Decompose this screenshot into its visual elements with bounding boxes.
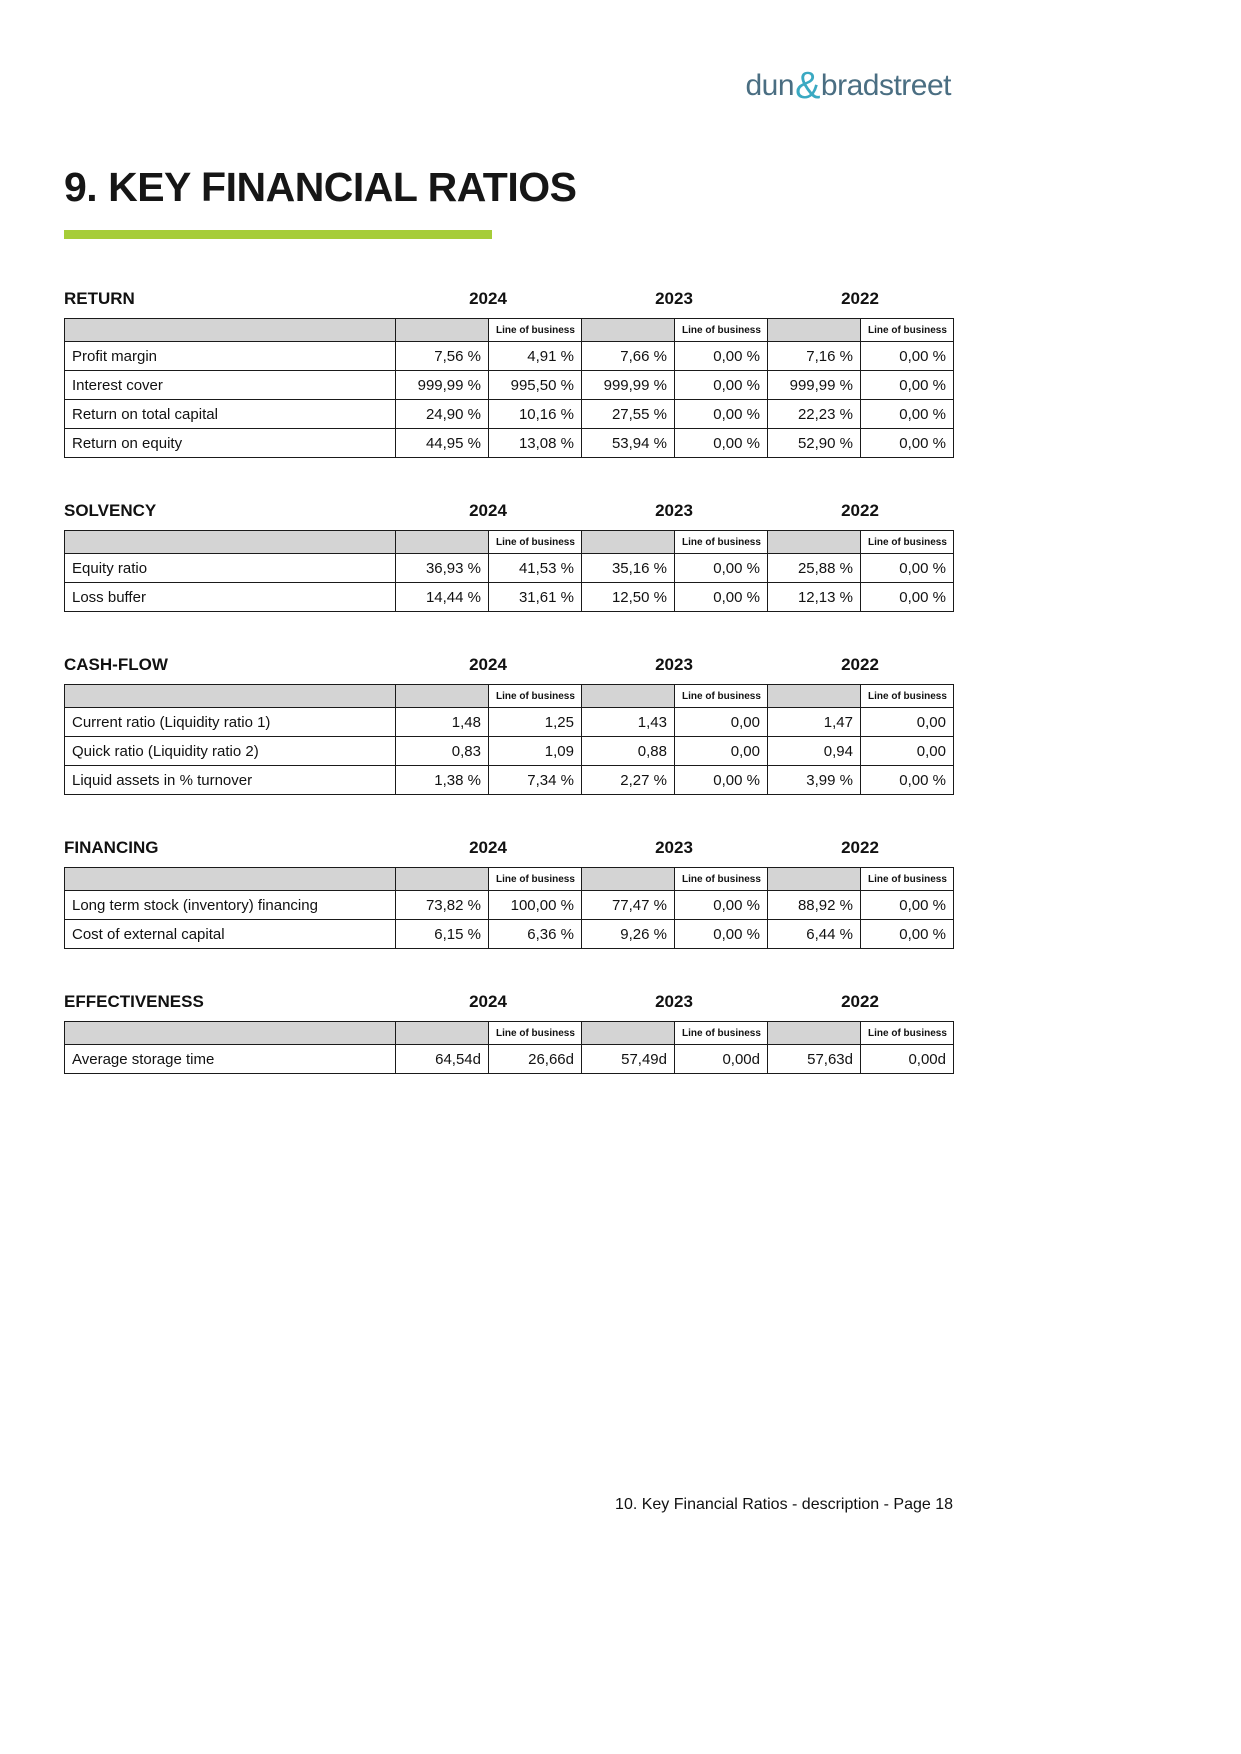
header-year-value-cell <box>768 319 861 342</box>
value-cell: 100,00 % <box>489 891 582 920</box>
header-year-value-cell <box>768 531 861 554</box>
value-cell: 3,99 % <box>768 766 861 795</box>
metric-name-cell: Long term stock (inventory) financing <box>65 891 396 920</box>
year-label: 2023 <box>655 838 693 857</box>
value-cell: 9,26 % <box>582 920 675 949</box>
value-cell: 0,00 % <box>861 554 954 583</box>
line-of-business-header: Line of business <box>861 531 954 554</box>
table-header-row <box>65 1022 954 1045</box>
page-footer: 10. Key Financial Ratios - description - Page 18 <box>615 1496 953 1513</box>
table-header-row <box>65 685 954 708</box>
dun-bradstreet-logo <box>746 62 952 105</box>
value-cell: 0,00 <box>675 708 768 737</box>
value-cell: 0,00 % <box>861 400 954 429</box>
header-year-value-cell <box>582 531 675 554</box>
value-cell: 1,47 <box>768 708 861 737</box>
header-year-value-cell <box>768 1022 861 1045</box>
value-cell: 2,27 % <box>582 766 675 795</box>
table-row <box>65 371 954 400</box>
metric-name-cell: Liquid assets in % turnover <box>65 766 396 795</box>
header-year-value-cell <box>396 685 489 708</box>
value-cell: 0,00 % <box>861 429 954 458</box>
value-cell: 73,82 % <box>396 891 489 920</box>
header-year-value-cell <box>582 319 675 342</box>
header-year-value-cell <box>582 685 675 708</box>
table-row <box>65 708 954 737</box>
year-label: 2023 <box>655 655 693 674</box>
line-of-business-header: Line of business <box>489 531 582 554</box>
line-of-business-header: Line of business <box>675 685 768 708</box>
table-row <box>65 583 954 612</box>
section-title-effectiveness: EFFECTIVENESS <box>64 992 204 1011</box>
value-cell: 52,90 % <box>768 429 861 458</box>
title-accent-bar <box>64 230 492 239</box>
value-cell: 999,99 % <box>768 371 861 400</box>
section-financing <box>64 838 953 949</box>
value-cell: 0,00 <box>861 708 954 737</box>
table-row <box>65 920 954 949</box>
section-solvency <box>64 501 953 612</box>
year-label: 2024 <box>469 655 507 674</box>
line-of-business-header: Line of business <box>489 1022 582 1045</box>
value-cell: 1,48 <box>396 708 489 737</box>
value-cell: 1,25 <box>489 708 582 737</box>
value-cell: 7,56 % <box>396 342 489 371</box>
value-cell: 0,00 % <box>675 583 768 612</box>
table-row <box>65 342 954 371</box>
section-effectiveness <box>64 992 953 1074</box>
value-cell: 6,44 % <box>768 920 861 949</box>
table-row <box>65 766 954 795</box>
value-cell: 41,53 % <box>489 554 582 583</box>
line-of-business-header: Line of business <box>861 319 954 342</box>
metric-name-cell: Average storage time <box>65 1045 396 1074</box>
sections-container <box>64 289 953 1117</box>
table-row <box>65 400 954 429</box>
value-cell: 0,00 % <box>675 429 768 458</box>
header-year-value-cell <box>396 319 489 342</box>
value-cell: 1,43 <box>582 708 675 737</box>
metric-name-cell: Cost of external capital <box>65 920 396 949</box>
value-cell: 22,23 % <box>768 400 861 429</box>
line-of-business-header: Line of business <box>675 868 768 891</box>
table-row <box>65 429 954 458</box>
section-title-financing: FINANCING <box>64 838 159 857</box>
section-title-solvency: SOLVENCY <box>64 501 157 520</box>
year-label: 2024 <box>469 289 507 308</box>
value-cell: 0,00 % <box>675 891 768 920</box>
year-label: 2022 <box>841 992 879 1011</box>
value-cell: 0,00 % <box>861 766 954 795</box>
header-year-value-cell <box>396 868 489 891</box>
logo-text-dun: dun <box>745 69 795 102</box>
year-label: 2023 <box>655 501 693 520</box>
year-label: 2022 <box>841 838 879 857</box>
value-cell: 995,50 % <box>489 371 582 400</box>
ratio-table-effectiveness <box>64 1021 954 1074</box>
value-cell: 0,00 % <box>675 920 768 949</box>
value-cell: 0,00 % <box>675 342 768 371</box>
table-row <box>65 891 954 920</box>
ratio-table-return <box>64 318 954 458</box>
value-cell: 0,00 <box>861 737 954 766</box>
value-cell: 0,00 % <box>675 554 768 583</box>
line-of-business-header: Line of business <box>861 685 954 708</box>
value-cell: 25,88 % <box>768 554 861 583</box>
table-header-row <box>65 868 954 891</box>
value-cell: 88,92 % <box>768 891 861 920</box>
section-header-row-solvency <box>64 501 953 521</box>
value-cell: 7,16 % <box>768 342 861 371</box>
value-cell: 14,44 % <box>396 583 489 612</box>
value-cell: 10,16 % <box>489 400 582 429</box>
value-cell: 0,00 <box>675 737 768 766</box>
header-spacer-cell <box>65 319 396 342</box>
section-return <box>64 289 953 458</box>
header-spacer-cell <box>65 531 396 554</box>
metric-name-cell: Return on equity <box>65 429 396 458</box>
value-cell: 0,00 % <box>861 371 954 400</box>
table-row <box>65 737 954 766</box>
page-title: 9. KEY FINANCIAL RATIOS <box>64 164 577 210</box>
year-label: 2023 <box>655 992 693 1011</box>
value-cell: 57,49d <box>582 1045 675 1074</box>
value-cell: 26,66d <box>489 1045 582 1074</box>
line-of-business-header: Line of business <box>489 868 582 891</box>
logo-text-bradstreet: bradstreet <box>820 69 951 102</box>
header-year-value-cell <box>396 1022 489 1045</box>
value-cell: 0,00 % <box>861 891 954 920</box>
value-cell: 27,55 % <box>582 400 675 429</box>
header-year-value-cell <box>582 868 675 891</box>
value-cell: 4,91 % <box>489 342 582 371</box>
metric-name-cell: Return on total capital <box>65 400 396 429</box>
line-of-business-header: Line of business <box>861 868 954 891</box>
header-year-value-cell <box>396 531 489 554</box>
metric-name-cell: Interest cover <box>65 371 396 400</box>
table-row <box>65 554 954 583</box>
value-cell: 0,00 % <box>675 766 768 795</box>
metric-name-cell: Quick ratio (Liquidity ratio 2) <box>65 737 396 766</box>
ratio-table-cash-flow <box>64 684 954 795</box>
value-cell: 0,00 % <box>861 342 954 371</box>
value-cell: 44,95 % <box>396 429 489 458</box>
section-title-return: RETURN <box>64 289 135 308</box>
year-label: 2024 <box>469 838 507 857</box>
year-label: 2022 <box>841 655 879 674</box>
value-cell: 0,83 <box>396 737 489 766</box>
value-cell: 0,00d <box>861 1045 954 1074</box>
table-header-row <box>65 319 954 342</box>
value-cell: 64,54d <box>396 1045 489 1074</box>
year-label: 2024 <box>469 992 507 1011</box>
value-cell: 12,50 % <box>582 583 675 612</box>
line-of-business-header: Line of business <box>489 319 582 342</box>
value-cell: 0,00 % <box>675 371 768 400</box>
year-label: 2024 <box>469 501 507 520</box>
value-cell: 35,16 % <box>582 554 675 583</box>
value-cell: 0,00 % <box>861 920 954 949</box>
line-of-business-header: Line of business <box>861 1022 954 1045</box>
line-of-business-header: Line of business <box>489 685 582 708</box>
value-cell: 999,99 % <box>582 371 675 400</box>
table-header-row <box>65 531 954 554</box>
value-cell: 0,00d <box>675 1045 768 1074</box>
year-label: 2023 <box>655 289 693 308</box>
header-spacer-cell <box>65 868 396 891</box>
header-year-value-cell <box>768 868 861 891</box>
value-cell: 12,13 % <box>768 583 861 612</box>
logo-ampersand-icon: & <box>795 65 820 107</box>
value-cell: 999,99 % <box>396 371 489 400</box>
section-header-row-cash-flow <box>64 655 953 675</box>
value-cell: 0,00 % <box>675 400 768 429</box>
section-header-row-financing <box>64 838 953 858</box>
value-cell: 0,88 <box>582 737 675 766</box>
value-cell: 1,09 <box>489 737 582 766</box>
value-cell: 31,61 % <box>489 583 582 612</box>
header-spacer-cell <box>65 685 396 708</box>
ratio-table-financing <box>64 867 954 949</box>
line-of-business-header: Line of business <box>675 531 768 554</box>
value-cell: 7,34 % <box>489 766 582 795</box>
metric-name-cell: Equity ratio <box>65 554 396 583</box>
section-header-row-effectiveness <box>64 992 953 1012</box>
header-spacer-cell <box>65 1022 396 1045</box>
value-cell: 77,47 % <box>582 891 675 920</box>
year-label: 2022 <box>841 501 879 520</box>
metric-name-cell: Profit margin <box>65 342 396 371</box>
value-cell: 0,00 % <box>861 583 954 612</box>
value-cell: 57,63d <box>768 1045 861 1074</box>
ratio-table-solvency <box>64 530 954 612</box>
section-header-row-return <box>64 289 953 309</box>
value-cell: 0,94 <box>768 737 861 766</box>
metric-name-cell: Current ratio (Liquidity ratio 1) <box>65 708 396 737</box>
header-year-value-cell <box>768 685 861 708</box>
value-cell: 13,08 % <box>489 429 582 458</box>
value-cell: 6,15 % <box>396 920 489 949</box>
value-cell: 36,93 % <box>396 554 489 583</box>
value-cell: 24,90 % <box>396 400 489 429</box>
section-cash-flow <box>64 655 953 795</box>
section-title-cash-flow: CASH-FLOW <box>64 655 168 674</box>
line-of-business-header: Line of business <box>675 1022 768 1045</box>
line-of-business-header: Line of business <box>675 319 768 342</box>
value-cell: 6,36 % <box>489 920 582 949</box>
value-cell: 7,66 % <box>582 342 675 371</box>
value-cell: 53,94 % <box>582 429 675 458</box>
metric-name-cell: Loss buffer <box>65 583 396 612</box>
table-row <box>65 1045 954 1074</box>
value-cell: 1,38 % <box>396 766 489 795</box>
header-year-value-cell <box>582 1022 675 1045</box>
year-label: 2022 <box>841 289 879 308</box>
